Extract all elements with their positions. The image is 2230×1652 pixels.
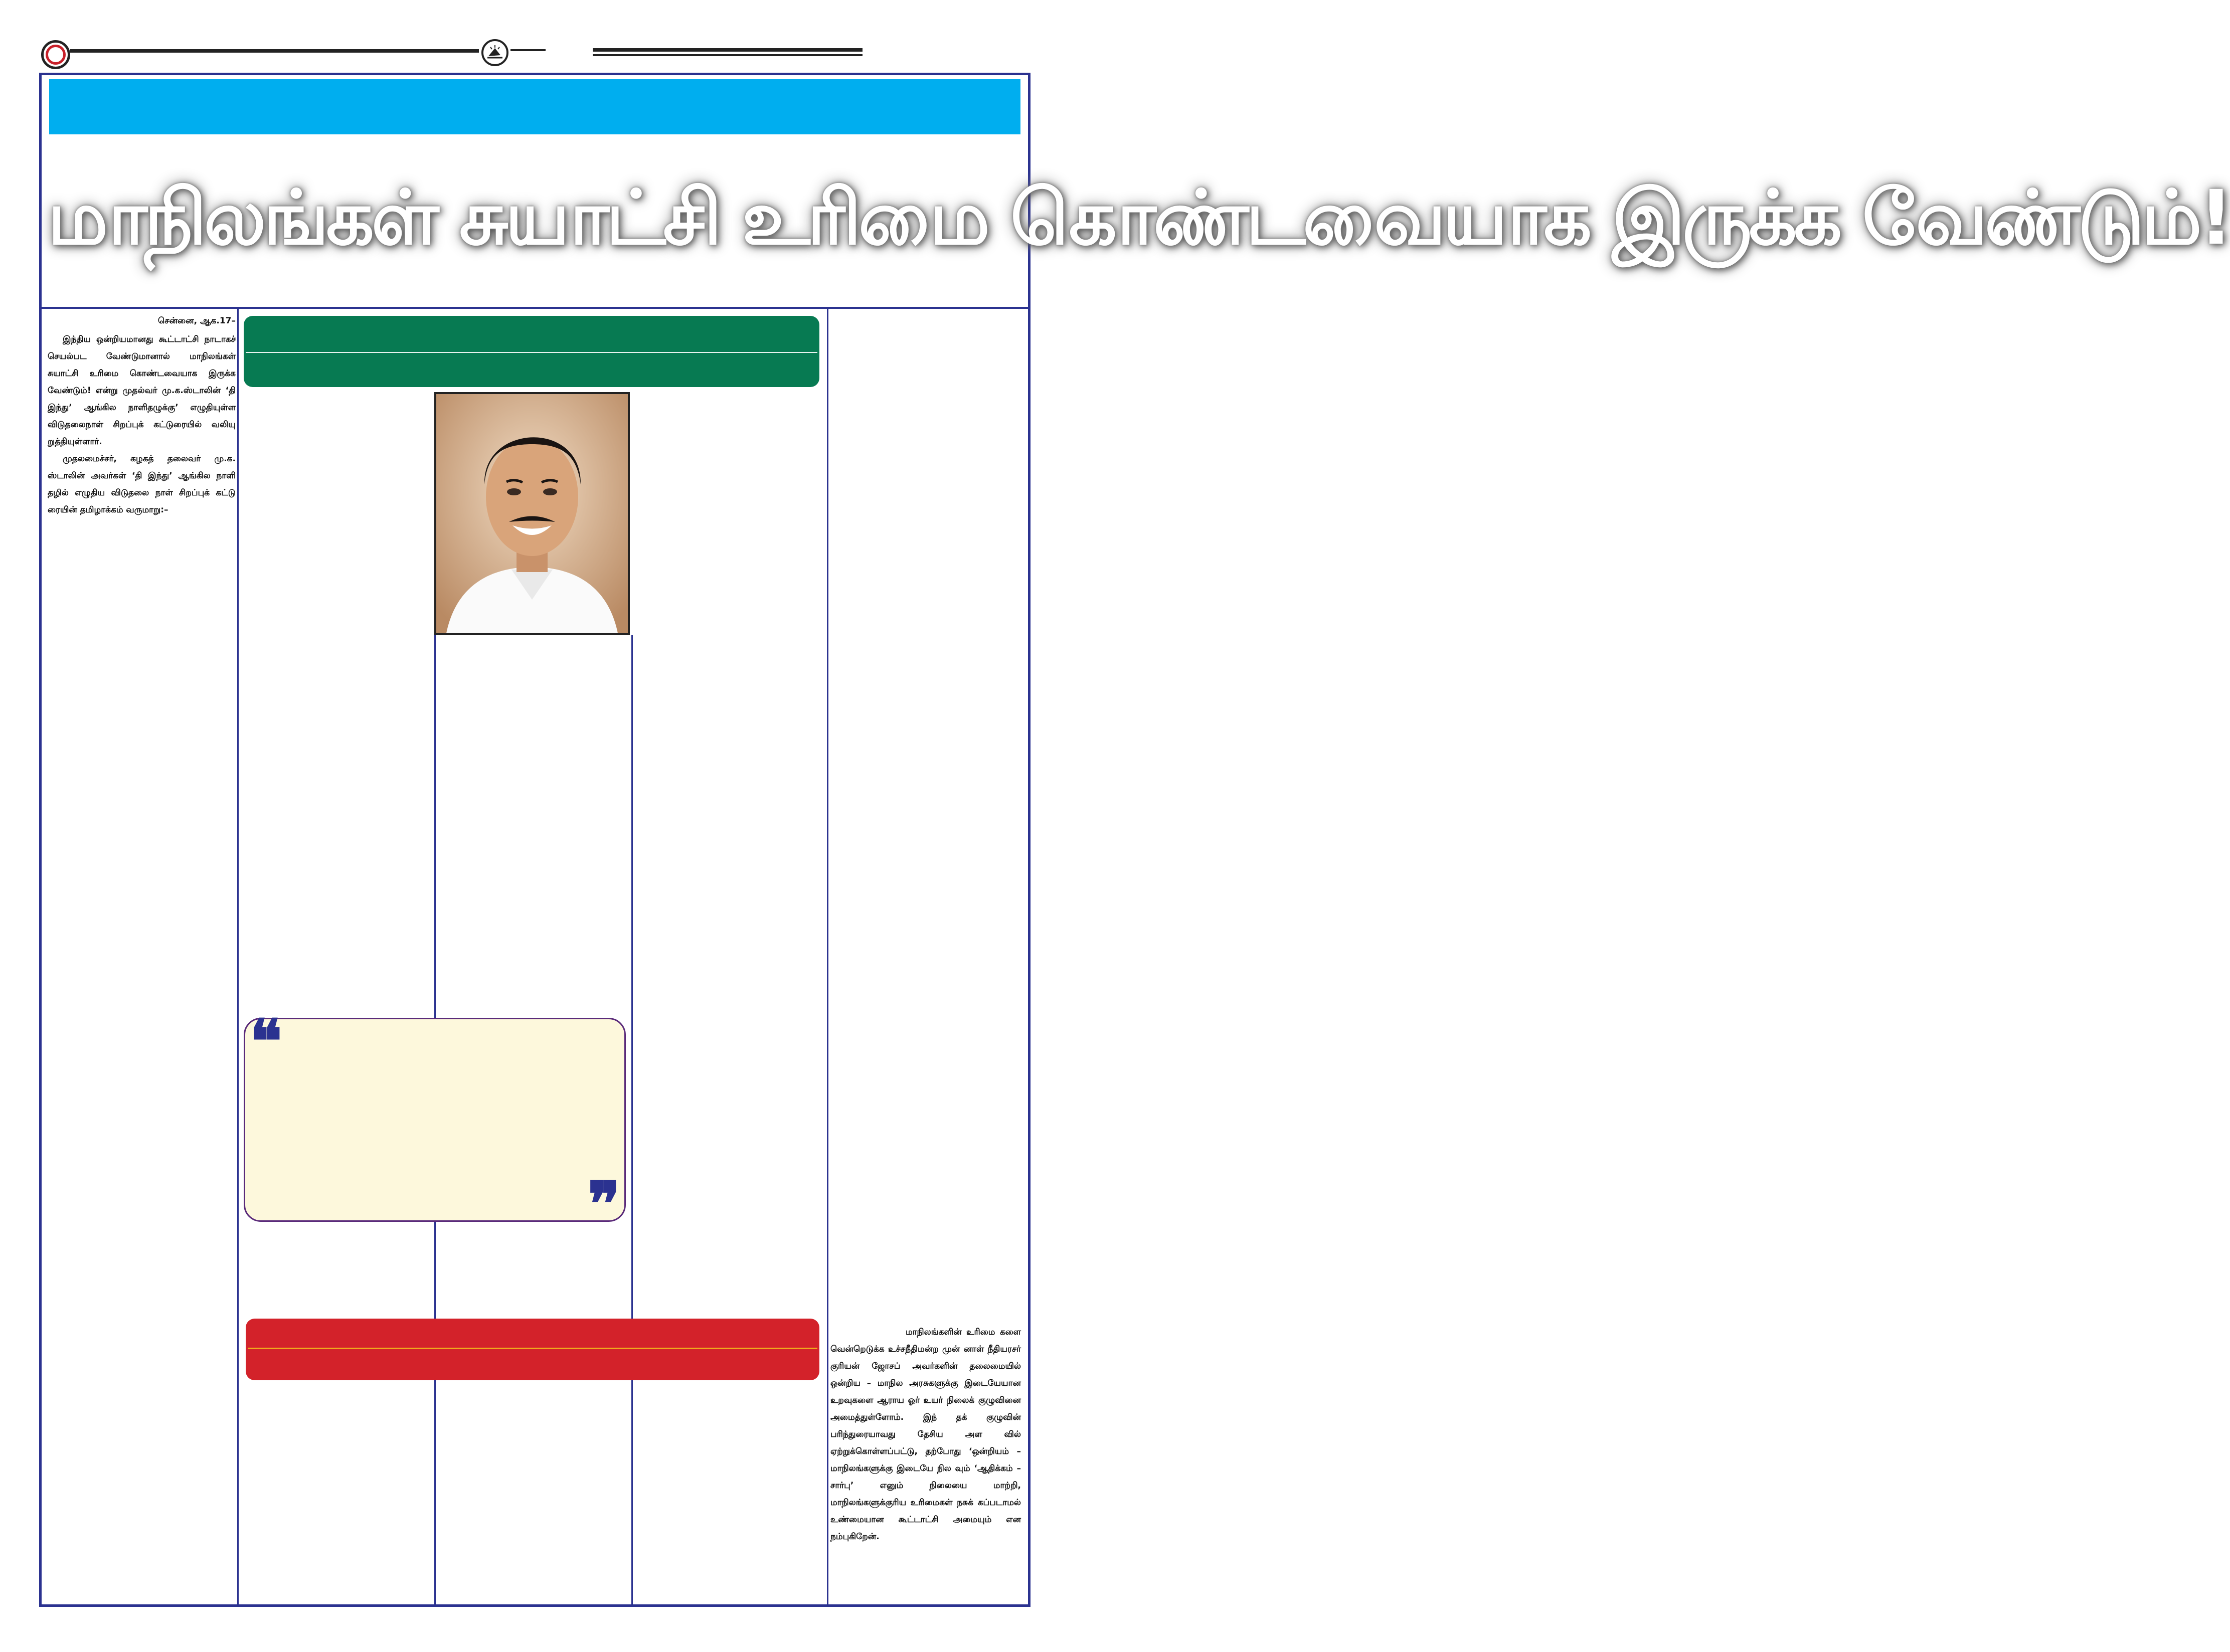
rising-sun-emblem-icon bbox=[481, 39, 508, 66]
column-divider-3-upper bbox=[631, 635, 633, 1319]
top-rule-right-2 bbox=[593, 54, 863, 56]
page-headline: மாநிலங்கள் சுயாட்சி உரிமை கொண்டவையாக இருக்க வேண்டும்! bbox=[48, 174, 2230, 262]
header-separator bbox=[40, 307, 1029, 309]
portrait-photo bbox=[434, 392, 630, 635]
dateline: சென்னை, ஆக.17– bbox=[157, 316, 236, 326]
pull-quote-box bbox=[244, 1018, 626, 1222]
column-divider-2-upper bbox=[434, 635, 436, 1018]
page-number-circle bbox=[41, 40, 70, 69]
left-paragraph: முதலமைச்சர், கழகத் தலைவர் மு.க. ஸ்டாலின் அவர்கள் ‘தி இந்து’ ஆங்கில நாளி தழில் எழுதிய விடுதலை நாள் சிறப்புக் கட்டு ரையின் தமிழாக்கம் வருமாறு:– bbox=[48, 454, 236, 515]
open-quote-icon: ❝ bbox=[250, 1006, 282, 1077]
right-paragraph: மாநிலங்களின் உரிமை களை வென்றெடுக்க உச்சநீதிமன்ற முன் னாள் நீதியரசர் குரியன் ஜோசப் அவர்களின் தலைமையில் ஒன்றிய – மாநில அரசுகளுக்கு இடையேயான உறவுகளை ஆராய ஓர் உயர் நிலைக் குழுவினை அமைத்துள்ளோம். இந் தக் குழுவின் பரிந்துரையாவது தேசிய அள வில் ஏற்றுக்கொள்ளப்பட்டு, தற்போது ‘ஒன்றியம் – மாநிலங்களுக்கு இடையே நில வும் ‘ஆதிக்கம் – சார்பு’ எனும் நிலையை மாற்றி, மாநிலங்களுக்குரிய உரிமைகள் நசுக் கப்படாமல் உண்மையான கூட்டாட்சி அமையும் என நம்புகிறேன். bbox=[830, 1327, 1021, 1542]
column-divider-4 bbox=[827, 308, 828, 1605]
column-divider-2-mid bbox=[434, 1222, 436, 1319]
top-rule-right bbox=[593, 48, 863, 52]
right-column-text bbox=[830, 1324, 1021, 1545]
top-rule-short bbox=[510, 49, 546, 51]
close-quote-icon: ❞ bbox=[588, 1169, 620, 1239]
headline-band bbox=[49, 79, 1020, 134]
green-subhead-banner bbox=[244, 316, 819, 387]
column-divider-3-lower bbox=[631, 1380, 633, 1605]
column-divider-1 bbox=[237, 308, 239, 1605]
left-column-text bbox=[48, 331, 236, 518]
red-subhead-banner bbox=[246, 1319, 819, 1380]
top-rule-left bbox=[70, 49, 479, 53]
left-paragraph: இந்திய ஒன்றியமானது கூட்டாட்சி நாடாகச் செயல்பட வேண்டுமானால் மாநிலங்கள் சுயாட்சி உரிமை கொண்டவையாக இருக்க வேண்டும்! என்று முதல்வர் மு.க.ஸ்டாலின் ‘தி இந்து’ ஆங்கில நாளிதழுக்கு’ எழுதியுள்ள விடுதலைநாள் சிறப்புக் கட்டுரையில் வலியு றுத்தியுள்ளார். bbox=[48, 334, 236, 447]
column-divider-2-lower bbox=[434, 1380, 436, 1605]
